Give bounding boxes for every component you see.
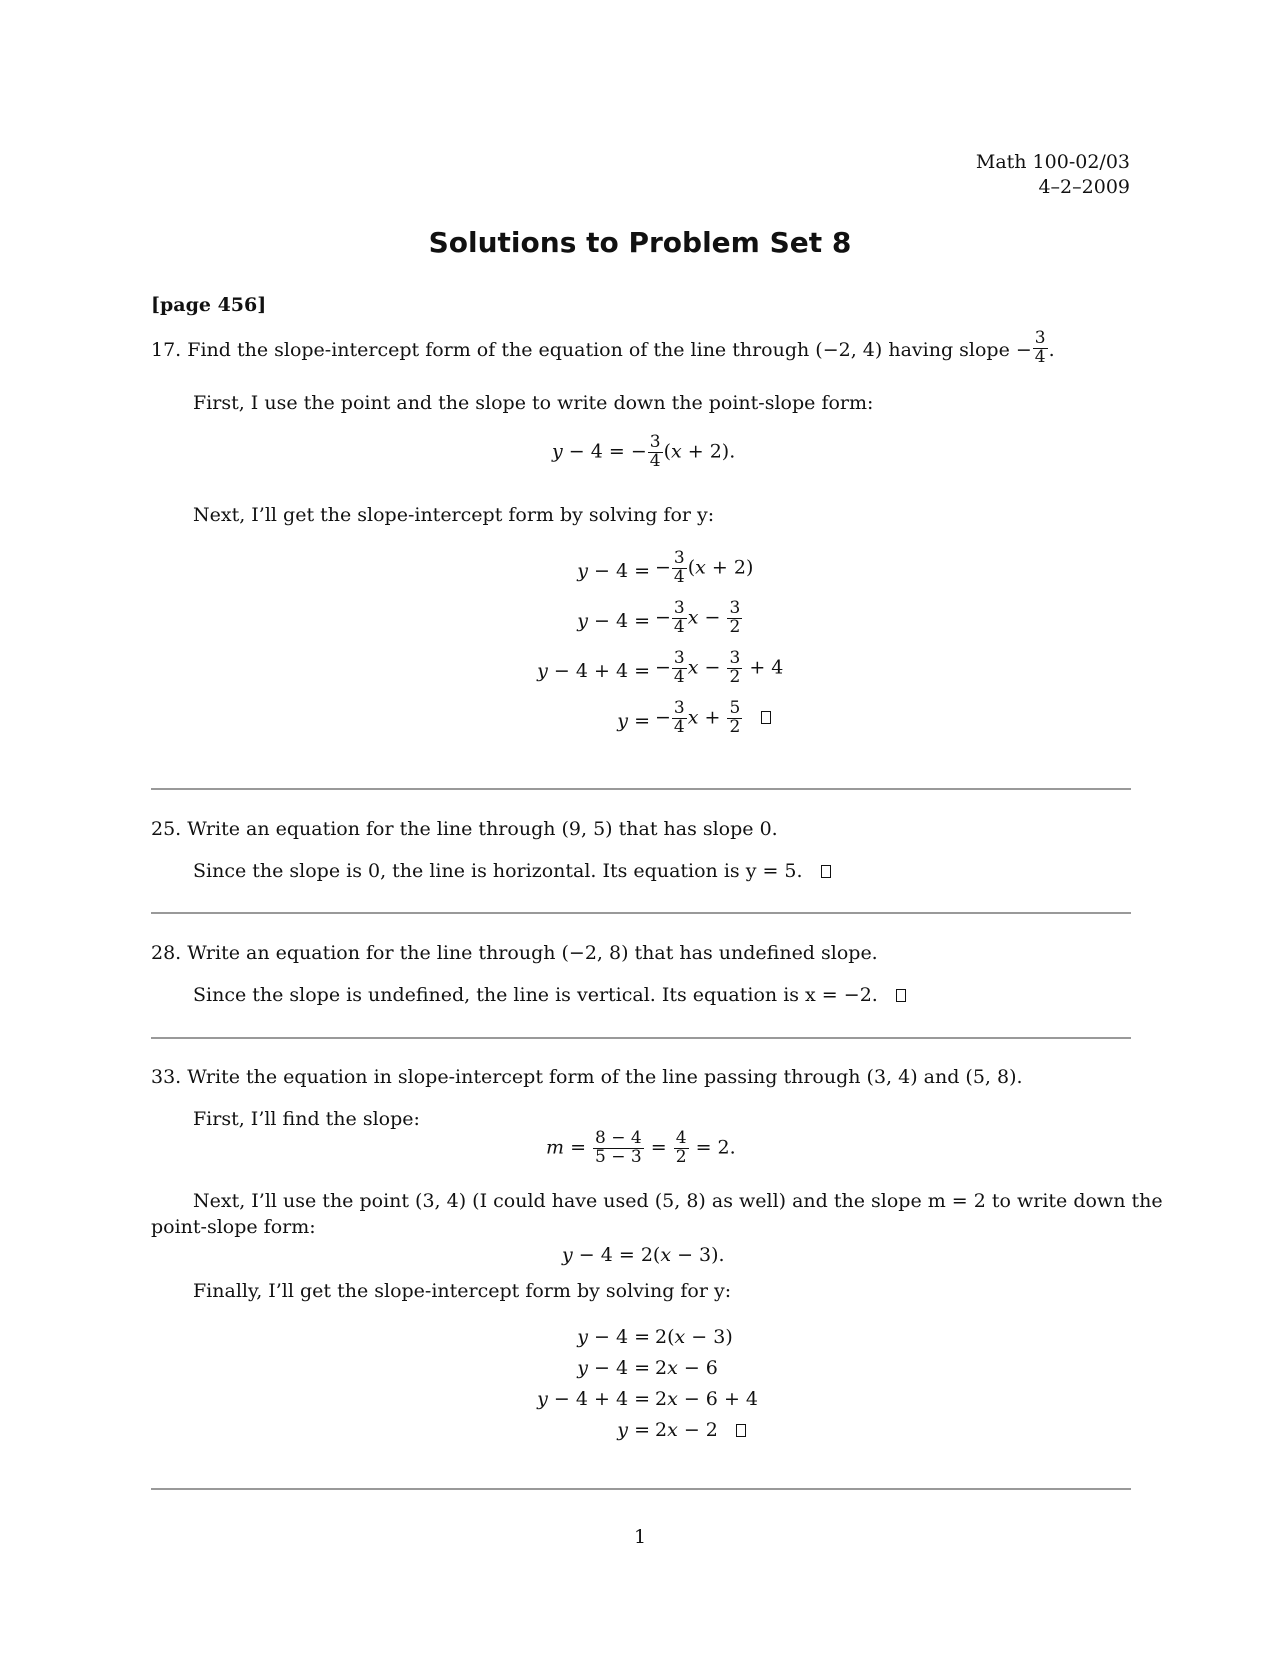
p17-point-slope-equation: y − 4 = − $\frac{3}{4}$ (x + 2). xyxy=(552,432,736,471)
problem-25-answer-text: Since the slope is 0, the line is horizontal. Its equation is y = 5. xyxy=(193,860,803,882)
p33-point-slope-equation: y − 4 = 2(x − 3). xyxy=(562,1244,725,1266)
problem-33-step3: Finally, I’ll get the slope-intercept form by solving for y: xyxy=(193,1280,732,1302)
problem-28-statement: 28. Write an equation for the line through (−2, 8) that has undefined slope. xyxy=(151,942,878,964)
page-title: Solutions to Problem Set 8 xyxy=(428,226,852,259)
problem-28-answer xyxy=(193,984,906,1006)
p17-align-lhs-4: y = xyxy=(617,710,650,732)
problem-17-step2: Next, I’ll get the slope-intercept form by solving for y: xyxy=(193,504,715,526)
problem-17-text: 17. Find the slope-intercept form of the equation of the line through (−2, 4) having slope − xyxy=(151,338,1032,361)
problem-25-answer xyxy=(193,860,831,882)
problem-25-statement: 25. Write an equation for the line through (9, 5) that has slope 0. xyxy=(151,818,778,840)
page-number: 1 xyxy=(633,1526,647,1548)
section-divider xyxy=(151,1488,1131,1490)
page-reference: [page 456] xyxy=(151,294,267,316)
p17-align-lhs-1: y − 4 = xyxy=(577,560,650,582)
problem-28-answer-text: Since the slope is undefined, the line is vertical. Its equation is x = −2. xyxy=(193,984,878,1006)
p33-align-lhs-3: y − 4 + 4 = xyxy=(537,1388,650,1410)
qed-box-icon xyxy=(736,1424,746,1437)
problem-17-step1: First, I use the point and the slope to write down the point-slope form: xyxy=(193,392,874,414)
section-divider xyxy=(151,1037,1131,1039)
date-label: 4–2–2009 xyxy=(1038,176,1130,198)
p33-align-rhs-3: 2x − 6 + 4 xyxy=(655,1388,758,1410)
header-block xyxy=(900,150,1130,200)
p17-align-rhs-3: − $\frac{3}{4}$ x − $\frac{3}{2}$ + 4 xyxy=(655,648,784,687)
slope-fraction: $\frac{3}{4}$ xyxy=(1034,328,1046,367)
p33-align-rhs-2: 2x − 6 xyxy=(655,1357,718,1379)
p17-align-rhs-4: − $\frac{3}{4}$ x + $\frac{5}{2}$ xyxy=(655,700,771,737)
qed-box-icon xyxy=(821,865,831,878)
qed-box-icon xyxy=(761,711,771,724)
problem-33-statement: 33. Write the equation in slope-intercept form of the line passing through (3, 4) and (5, 8). xyxy=(151,1066,1023,1088)
p33-slope-equation: m = $\frac{8 - 4}{5 - 3}$ = $\frac{4}{2}$ = 2. xyxy=(546,1128,736,1167)
p33-align-lhs-4: y = xyxy=(617,1419,650,1441)
course-label: Math 100-02/03 xyxy=(975,151,1130,173)
p17-align-rhs-1: − $\frac{3}{4}$ (x + 2) xyxy=(655,548,754,587)
p33-align-rhs-1: 2(x − 3) xyxy=(655,1326,733,1348)
qed-box-icon xyxy=(896,989,906,1002)
p33-align-lhs-1: y − 4 = xyxy=(577,1326,650,1348)
p17-align-lhs-2: y − 4 = xyxy=(577,610,650,632)
section-divider xyxy=(151,912,1131,914)
section-divider xyxy=(151,788,1131,790)
problem-33-step2a: Next, I’ll use the point (3, 4) (I could have used (5, 8) as well) and the slope m = 2 to write down the xyxy=(193,1190,1163,1212)
problem-33-step2b: point-slope form: xyxy=(151,1216,316,1238)
problem-17-statement: 17. Find the slope-intercept form of the equation of the line through (−2, 4) having slope − $\frac{3}{4}$ . xyxy=(151,328,1055,367)
p17-align-rhs-2: − $\frac{3}{4}$ x − $\frac{3}{2}$ xyxy=(655,598,741,637)
p33-align-lhs-2: y − 4 = xyxy=(577,1357,650,1379)
problem-33-step1: First, I’ll find the slope: xyxy=(193,1108,420,1130)
p33-align-rhs-4: 2x − 2 xyxy=(655,1419,746,1441)
p17-align-lhs-3: y − 4 + 4 = xyxy=(537,660,650,682)
